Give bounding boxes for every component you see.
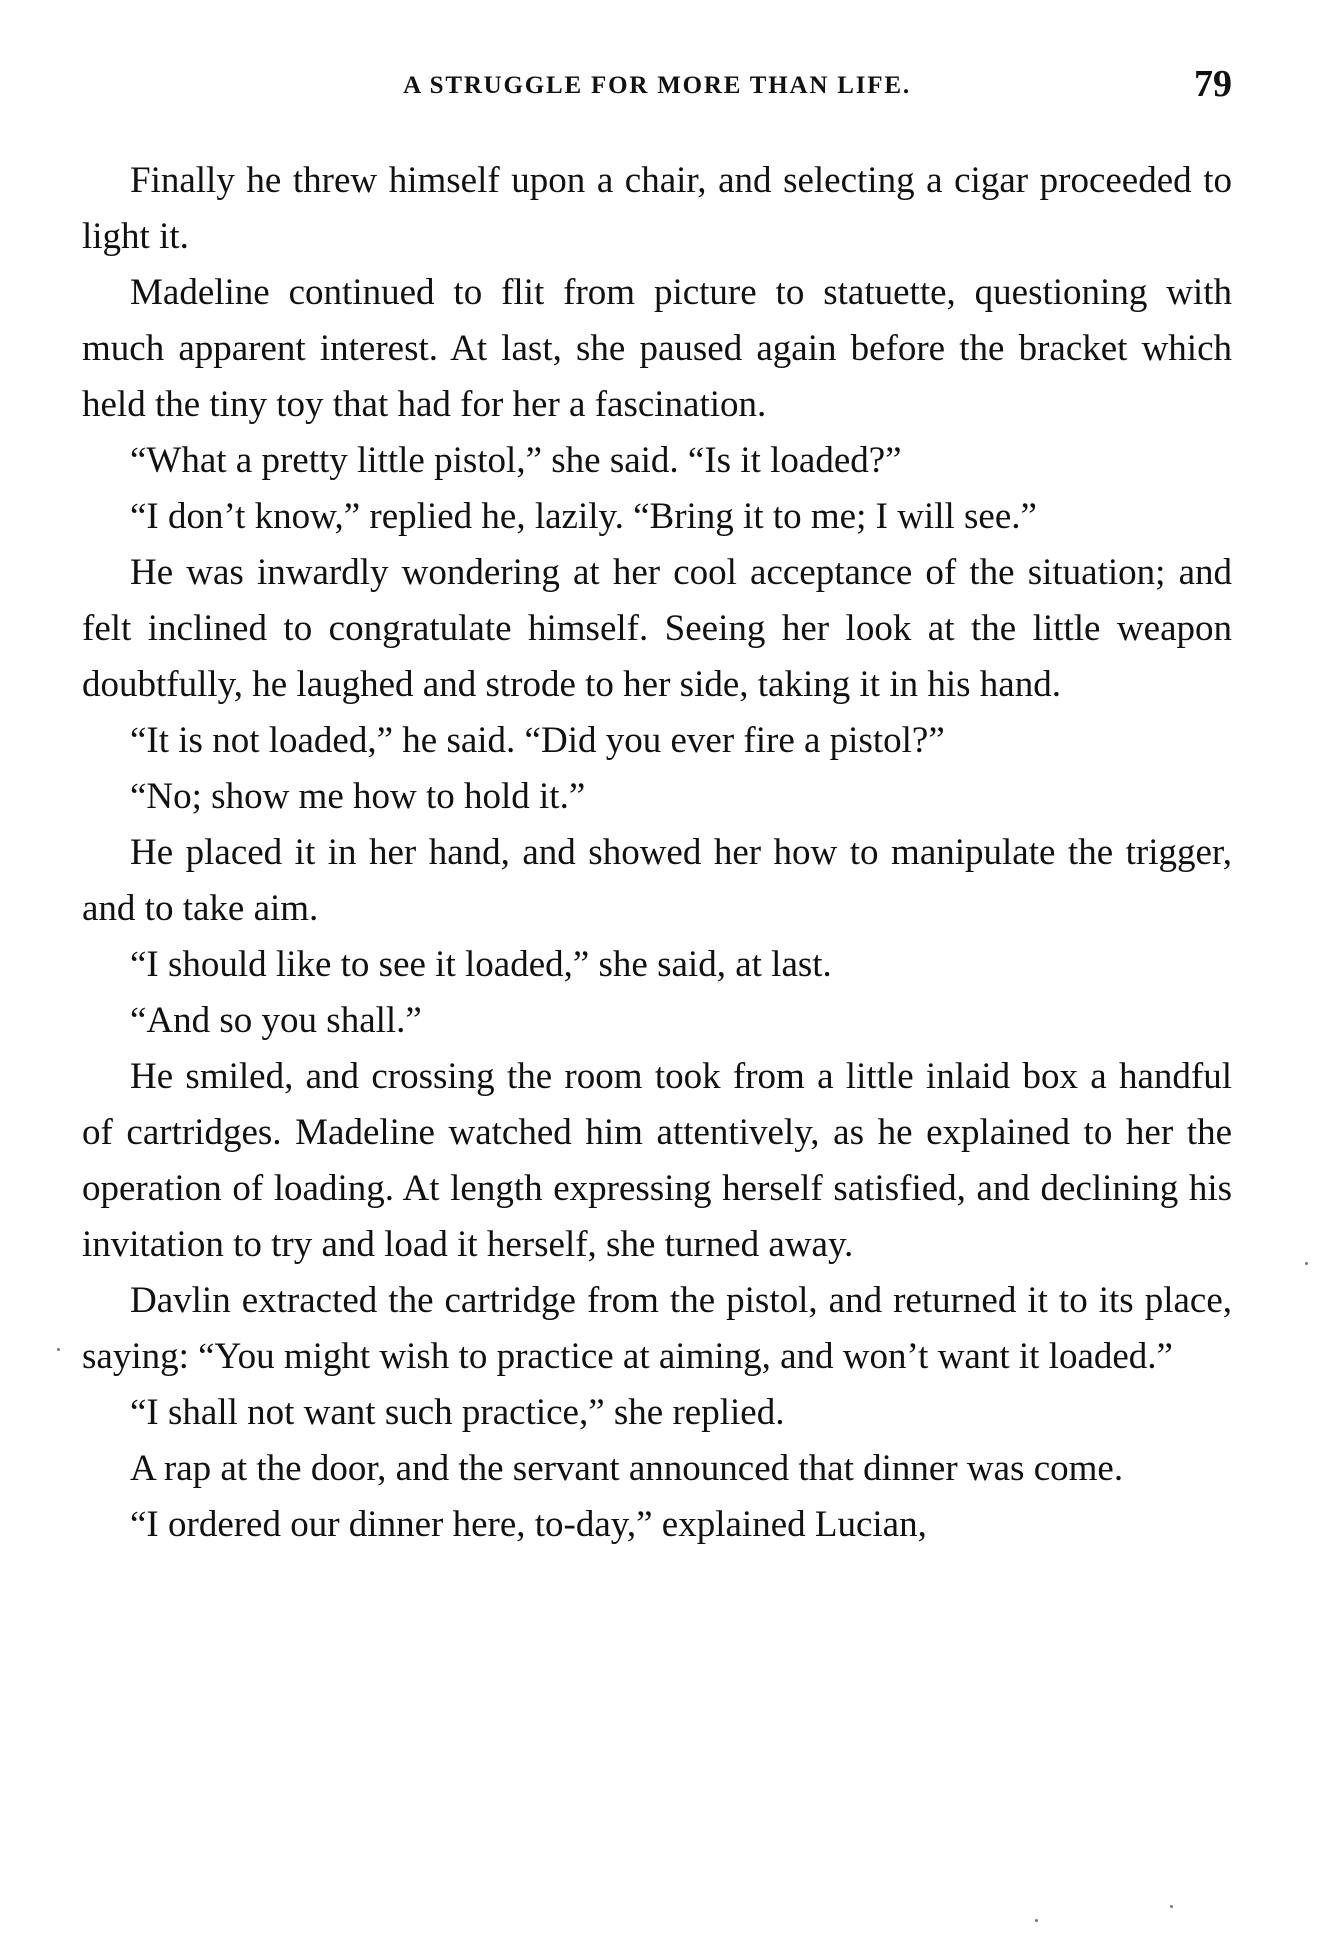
body-text <box>82 153 1232 1553</box>
paragraph: Davlin extracted the cartridge from the pistol, and returned it to its place, saying: “You might wish to practice at aiming, and won’t want it loaded.” <box>82 1280 1232 1377</box>
paragraph: “And so you shall.” <box>130 1000 422 1041</box>
paragraph: “I should like to see it loaded,” she said, at last. <box>130 944 832 985</box>
print-speck <box>1305 1262 1308 1265</box>
paragraph: Madeline continued to flit from picture to statuette, questioning with much apparent interest. At last, she paused again before the bracket which held the tiny toy that had for her a fascination. <box>82 272 1232 425</box>
paragraph: He was inwardly wondering at her cool acceptance of the situation; and felt inclined to congratulate himself. Seeing her look at the little weapon doubtfully, he laughed and strode to her side, taking it in his hand. <box>82 552 1232 705</box>
paragraph: “What a pretty little pistol,” she said. “Is it loaded?” <box>130 440 902 481</box>
paragraph: “It is not loaded,” he said. “Did you ever fire a pistol?” <box>130 720 945 761</box>
running-head <box>82 62 1232 112</box>
paragraph: “I don’t know,” replied he, lazily. “Bring it to me; I will see.” <box>130 496 1037 537</box>
print-speck <box>1035 1919 1038 1922</box>
print-speck <box>57 1348 60 1351</box>
running-title: A STRUGGLE FOR MORE THAN LIFE. <box>403 72 911 99</box>
paragraph: Finally he threw himself upon a chair, and selecting a cigar proceeded to light it. <box>82 160 1232 257</box>
paragraph: “I shall not want such practice,” she replied. <box>130 1392 785 1433</box>
paragraph: He placed it in her hand, and showed her how to manipulate the trigger, and to take aim. <box>82 832 1232 929</box>
paragraph: “No; show me how to hold it.” <box>130 776 586 817</box>
paragraph: A rap at the door, and the servant announced that dinner was come. <box>130 1448 1124 1489</box>
page-number: 79 <box>1194 63 1232 105</box>
paragraph: He smiled, and crossing the room took from a little inlaid box a handful of cartridges. Madeline watched him attentively, as he explained to her the operation of loading. At length expressing herself satisfied, and declining his invitation to try and load it herself, she turned away. <box>82 1056 1232 1265</box>
print-speck <box>1170 1905 1173 1908</box>
paragraph: “I ordered our dinner here, to-day,” explained Lucian, <box>130 1504 927 1545</box>
